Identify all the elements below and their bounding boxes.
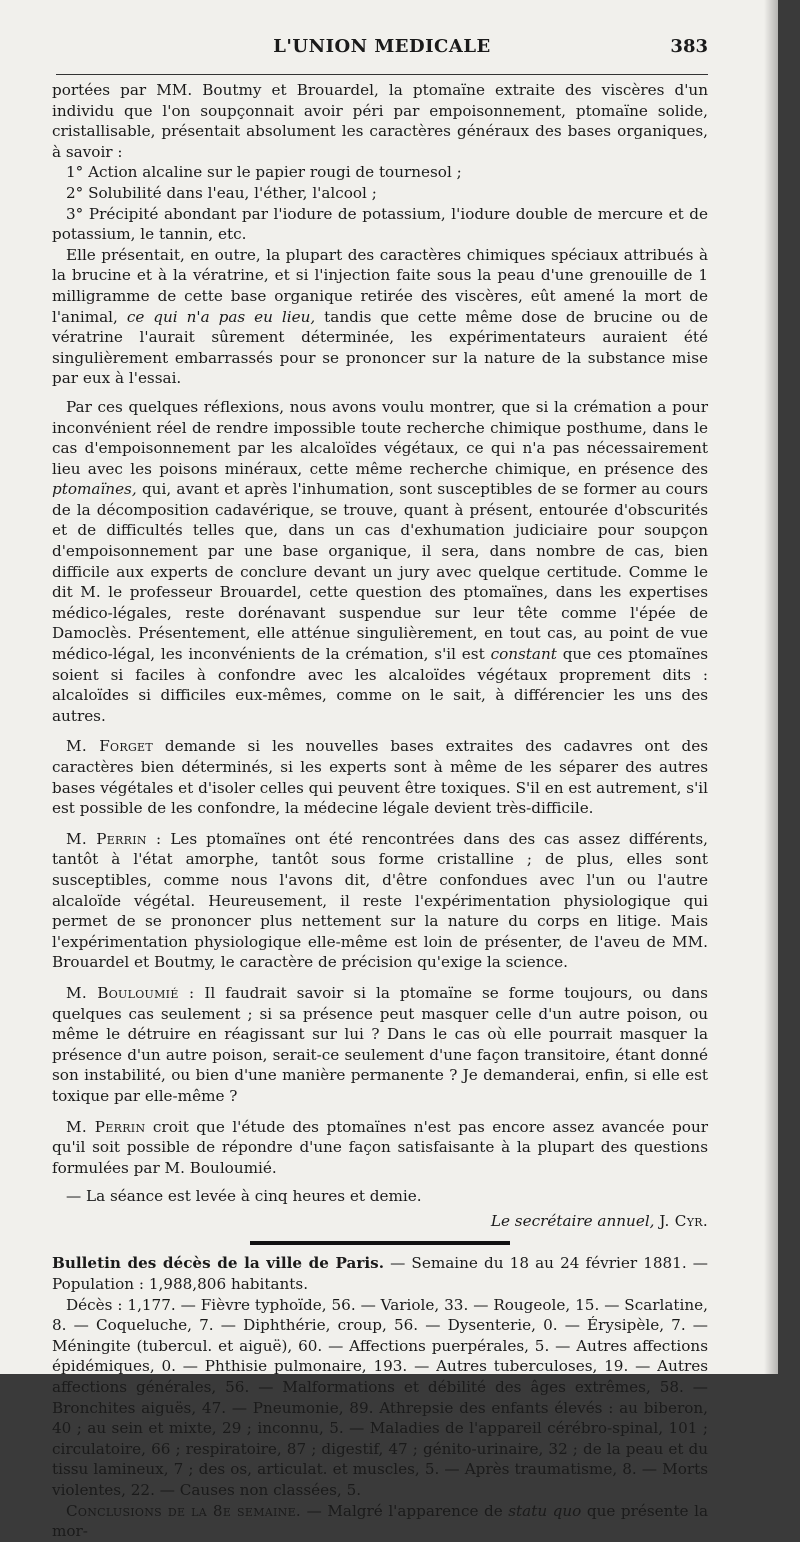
paragraph-continuation: portées par MM. Boutmy et Brouardel, la ptomaïne extraite des viscères d'un individu que l'on soupçonnait avoir péri par empoisonnement, ptomaïne solide, cristallisable, présentait absolument les caractères généraux des bases organiques, à savoir : [52,81,708,161]
bulletin-deaths: Décès : 1,177. — Fièvre typhoïde, 56. — Variole, 33. — Rougeole, 15. — Scarlatine, 8. — Coqueluche, 7. — Diphthérie, croup, 56. — Dysenterie, 0. — Érysipèle, 7. — Méningite (tubercul. et aiguë), 60. — Affections puerpérales, 5. — Autres affections épidémiques, 0. — Phthisie pulmonaire, 193. — Autres tuberculoses, 19. — Autres affections générales, 56. — Malformations et débilité des âges extrêmes, 58. — Bronchites aiguës, 47. — Pneumonie, 89. Athrepsie des enfants élevés : au biberon, 40 ; au sein et mixte, 29 ; inconnu, 5. — Maladies de l'appareil cérébro-spinal, 101 ; circulatoire, 66 ; respiratoire, 87 ; digestif, 47 ; génito-urinaire, 32 ; de la peau et du tissu lamineux, 7 ; des os, articulat. et muscles, 5. — Après traumatisme, 8. — Morts violentes, 22. — Causes non classées, 5. [52,1295,708,1499]
emphasis: statu quo [508,1501,582,1520]
speaker-name: M. Bouloumié : [66,983,195,1002]
bulletin-conclusions [52,1501,708,1542]
bulletin-title: Bulletin des décès de la ville de Paris. [52,1254,384,1273]
header-rule [56,74,708,75]
text-run: demande si les nouvelles bases extraites des cadavres ont des caractères bien déterminés, si les experts sont à même de les séparer des autres bases végétales et d'isoler celles qui peuvent être toxiques. S'il en est autrement, s'il est possible de les confondre, la médecine légale devient très-difficile. [52,737,708,818]
signature [52,1211,708,1232]
list-item-2: 2° Solubilité dans l'eau, l'éther, l'alcool ; [66,183,377,202]
article-body [52,80,708,1542]
text-run: tandis que cette même dose de brucine ou de vératrine l'aurait sûrement déterminée, les expérimentateurs auraient été singulièrement embarrassés pour se prononcer sur la nature de la substance mise par eux à l'essai. [52,307,709,388]
list-item-3: 3° Précipité abondant par l'iodure de potassium, l'iodure double de mercure et de potassium, le tannin, etc. [52,204,708,244]
running-title: L'UNION MEDICALE [273,36,491,57]
list-item-1: 1° Action alcaline sur le papier rougi de tournesol ; [66,163,462,182]
paragraph-brucine [52,245,708,389]
paragraph-bouloumie [52,983,708,1107]
page-header [56,36,708,66]
text-run: que ces ptomaïnes soient si faciles à confondre avec les alcaloïdes végétaux proprement dits : alcaloïdes si difficiles eux-mêmes, comme on le sait, à différencier les uns des autres. [52,645,709,725]
text-run: croit que l'étude des ptomaïnes n'est pas encore assez avancée pour qu'il soit possible de répondre d'une façon satisfaisante à la plupart des questions formulées par M. Bouloumié. [52,1117,708,1177]
paragraph-closing: — La séance est levée à cinq heures et demie. [66,1187,422,1206]
emphasis: constant [490,645,557,664]
paragraph-cremation [52,397,708,727]
paragraph-forget [52,736,708,818]
speaker-name: M. Perrin : [66,829,162,848]
text-run: Elle présentait, en outre, la plupart des caractères chimiques spéciaux attribués à la brucine et à la vératrine, et si l'injection faite sous la peau d'une grenouille de 1 milligramme de cette base organique retirée des viscères, eût amené la mort de l'animal, [52,245,708,326]
emphasis: ce qui n'a pas eu lieu, [126,307,316,326]
text-run: Par ces quelques réflexions, nous avons voulu montrer, que si la crémation a pour inconvénient réel de rendre impossible toute recherche chimique posthume, dans le cas d'empoisonnement par les alcaloïdes végétaux, ce qui n'a pas nécessairement lieu avec les poisons minéraux, cette même recherche chimique, en présence des [52,397,708,478]
signature-role: Le secrétaire annuel, [490,1211,655,1230]
emphasis: ptomaïnes, [52,480,137,499]
speaker-name: M. Perrin [66,1117,146,1136]
section-rule [250,1241,510,1245]
paragraph-perrin-reply [52,1117,708,1179]
bulletin-heading [52,1253,708,1294]
conclusions-label: Conclusions de la 8e semaine. [66,1501,302,1520]
speaker-name: M. Forget [66,737,153,756]
text-run: que présente la mor- [52,1501,709,1541]
signature-name: J. Cyr. [659,1211,708,1230]
bulletin-week: — Semaine du 18 au 24 février 1881. — Population : 1,988,806 habitants. [52,1254,708,1294]
text-run: Il faudrait savoir si la ptomaïne se forme toujours, ou dans quelques cas seulement ; si sa présence peut masquer celle d'un autre poison, ou même le détruire en réagissant sur lui ? Dans le cas où elle pourrait masquer la présence d'un autre poison, serait-ce seulement d'une façon transitoire, étant donné son instabilité, ou bien d'une manière permanente ? Je demanderai, enfin, si elle est toxique par elle-même ? [52,983,708,1105]
text-run: Les ptomaïnes ont été rencontrées dans des cas assez différents, tantôt à l'état amorphe, tantôt sous forme cristalline ; de plus, elles sont susceptibles, comme nous l'avons dit, d'être confondues avec l'un ou l'autre alcaloïde végétal. Heureusement, il reste l'expérimentation physiologique qui permet de se prononcer plus nettement sur la nature du corps en litige. Mais l'expérimentation physiologique elle-même est loin de présenter, de l'aveu de MM. Brouardel et Boutmy, le caractère de précision qu'exige la science. [52,829,708,972]
text-run: — Malgré l'apparence de [306,1501,503,1520]
page-number: 383 [670,36,708,57]
text-run: qui, avant et après l'inhumation, sont susceptibles de se former au cours de la décomposition cadavérique, se trouve, quant à présent, entourée d'obscurités et de difficultés telles que, dans un cas d'exhumation judiciaire pour soupçon d'empoisonnement par une base organique, il sera, dans nombre de cas, bien difficile aux experts de conclure devant un jury avec quelque certitude. Comme le dit M. le professeur Brouardel, cette question des ptomaïnes, dans les expertises médico-légales, reste dorénavant suspendue sur leur tête comme l'épée de Damoclès. Présentement, elle atténue singulièrement, en tout cas, au point de vue médico-légal, les inconvénients de la crémation, s'il est [52,480,709,664]
paragraph-perrin [52,829,708,973]
